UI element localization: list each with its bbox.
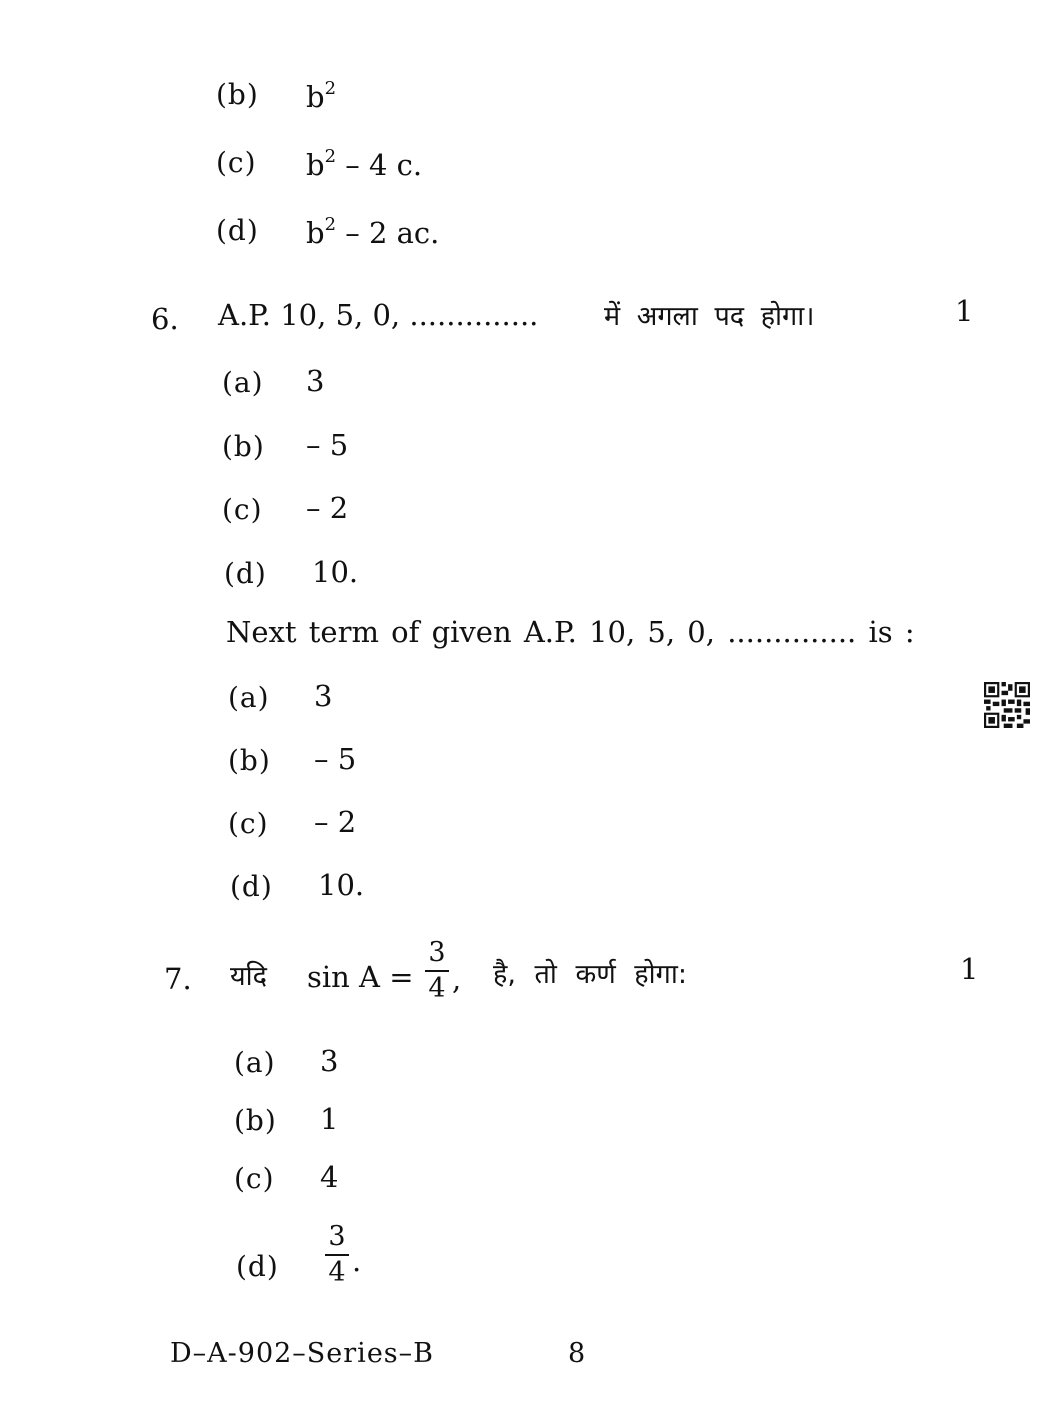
- q6-hindi-option-value-c: – 2: [306, 491, 349, 525]
- q6-english-option-value-a: 3: [314, 679, 333, 713]
- q6-english-option-label-b: (b): [228, 744, 271, 777]
- q6-hindi-option-value-d: 10.: [312, 555, 359, 589]
- fraction-denominator: 4: [428, 973, 446, 1004]
- footer-paper-code: D–A-902–Series–B: [170, 1338, 434, 1369]
- option-value-d: [306, 216, 439, 250]
- fraction-numerator: 3: [428, 937, 446, 968]
- question-7-fraction: [425, 938, 449, 1004]
- q6-english-option-value-b: – 5: [314, 742, 357, 776]
- q7-option-value-b: 1: [320, 1102, 339, 1136]
- q6-english-option-label-a: (a): [228, 681, 270, 714]
- question-6-hindi-suffix: में अगला पद होगा।: [604, 301, 815, 332]
- q6-hindi-option-label-d: (d): [224, 557, 267, 590]
- q6-english-option-label-c: (c): [228, 807, 269, 840]
- option-base: b: [306, 80, 325, 114]
- question-7-comma: ,: [452, 962, 462, 996]
- q6-english-option-value-d: 10.: [318, 868, 365, 902]
- option-rest: – 4 c.: [336, 148, 423, 182]
- fraction-denominator: 4: [328, 1257, 346, 1288]
- option-base: b: [306, 216, 325, 250]
- question-7-number: 7.: [164, 962, 192, 996]
- option-base: b: [306, 148, 325, 182]
- question-6-marks: 1: [955, 294, 974, 328]
- fraction-bar: [325, 1254, 349, 1256]
- q7-option-label-b: (b): [234, 1104, 277, 1137]
- q7-option-d-fraction: [325, 1222, 349, 1288]
- q7-option-value-c: 4: [320, 1160, 339, 1194]
- option-rest: – 2 ac.: [336, 216, 440, 250]
- question-7-marks: 1: [960, 952, 979, 986]
- q7-option-label-a: (a): [234, 1046, 276, 1079]
- q6-hindi-option-label-a: (a): [222, 366, 264, 399]
- option-exponent: 2: [324, 146, 337, 167]
- option-label-b: (b): [216, 78, 259, 111]
- option-label-c: (c): [216, 146, 257, 179]
- q6-hindi-option-label-c: (c): [222, 493, 263, 526]
- q7-option-d-tail: .: [352, 1244, 362, 1278]
- q6-hindi-option-value-a: 3: [306, 364, 325, 398]
- option-label-d: (d): [216, 214, 259, 247]
- option-exponent: 2: [324, 78, 337, 99]
- question-6-hindi-prefix: A.P. 10, 5, 0, ..............: [218, 298, 539, 332]
- option-exponent: 2: [324, 214, 337, 235]
- question-6-english-text: Next term of given A.P. 10, 5, 0, .............. is :: [226, 615, 915, 649]
- question-7-hindi-if: यदि: [230, 961, 267, 992]
- q7-option-value-a: 3: [320, 1044, 339, 1078]
- option-value-c: [306, 148, 422, 182]
- question-7-expression: sin A =: [307, 960, 414, 994]
- q6-english-option-value-c: – 2: [314, 805, 357, 839]
- question-7-hindi-rest: है, तो कर्ण होगा:: [493, 959, 687, 990]
- question-6-number: 6.: [151, 302, 179, 336]
- q6-english-option-label-d: (d): [230, 870, 273, 903]
- q6-hindi-option-label-b: (b): [222, 430, 265, 463]
- qr-code-icon: [983, 682, 1031, 728]
- q7-option-label-d: (d): [236, 1250, 279, 1283]
- q6-hindi-option-value-b: – 5: [306, 428, 349, 462]
- option-value-b: [306, 80, 336, 114]
- fraction-numerator: 3: [328, 1221, 346, 1252]
- footer-page-number: 8: [568, 1338, 587, 1369]
- fraction-bar: [425, 970, 449, 972]
- q7-option-label-c: (c): [234, 1162, 275, 1195]
